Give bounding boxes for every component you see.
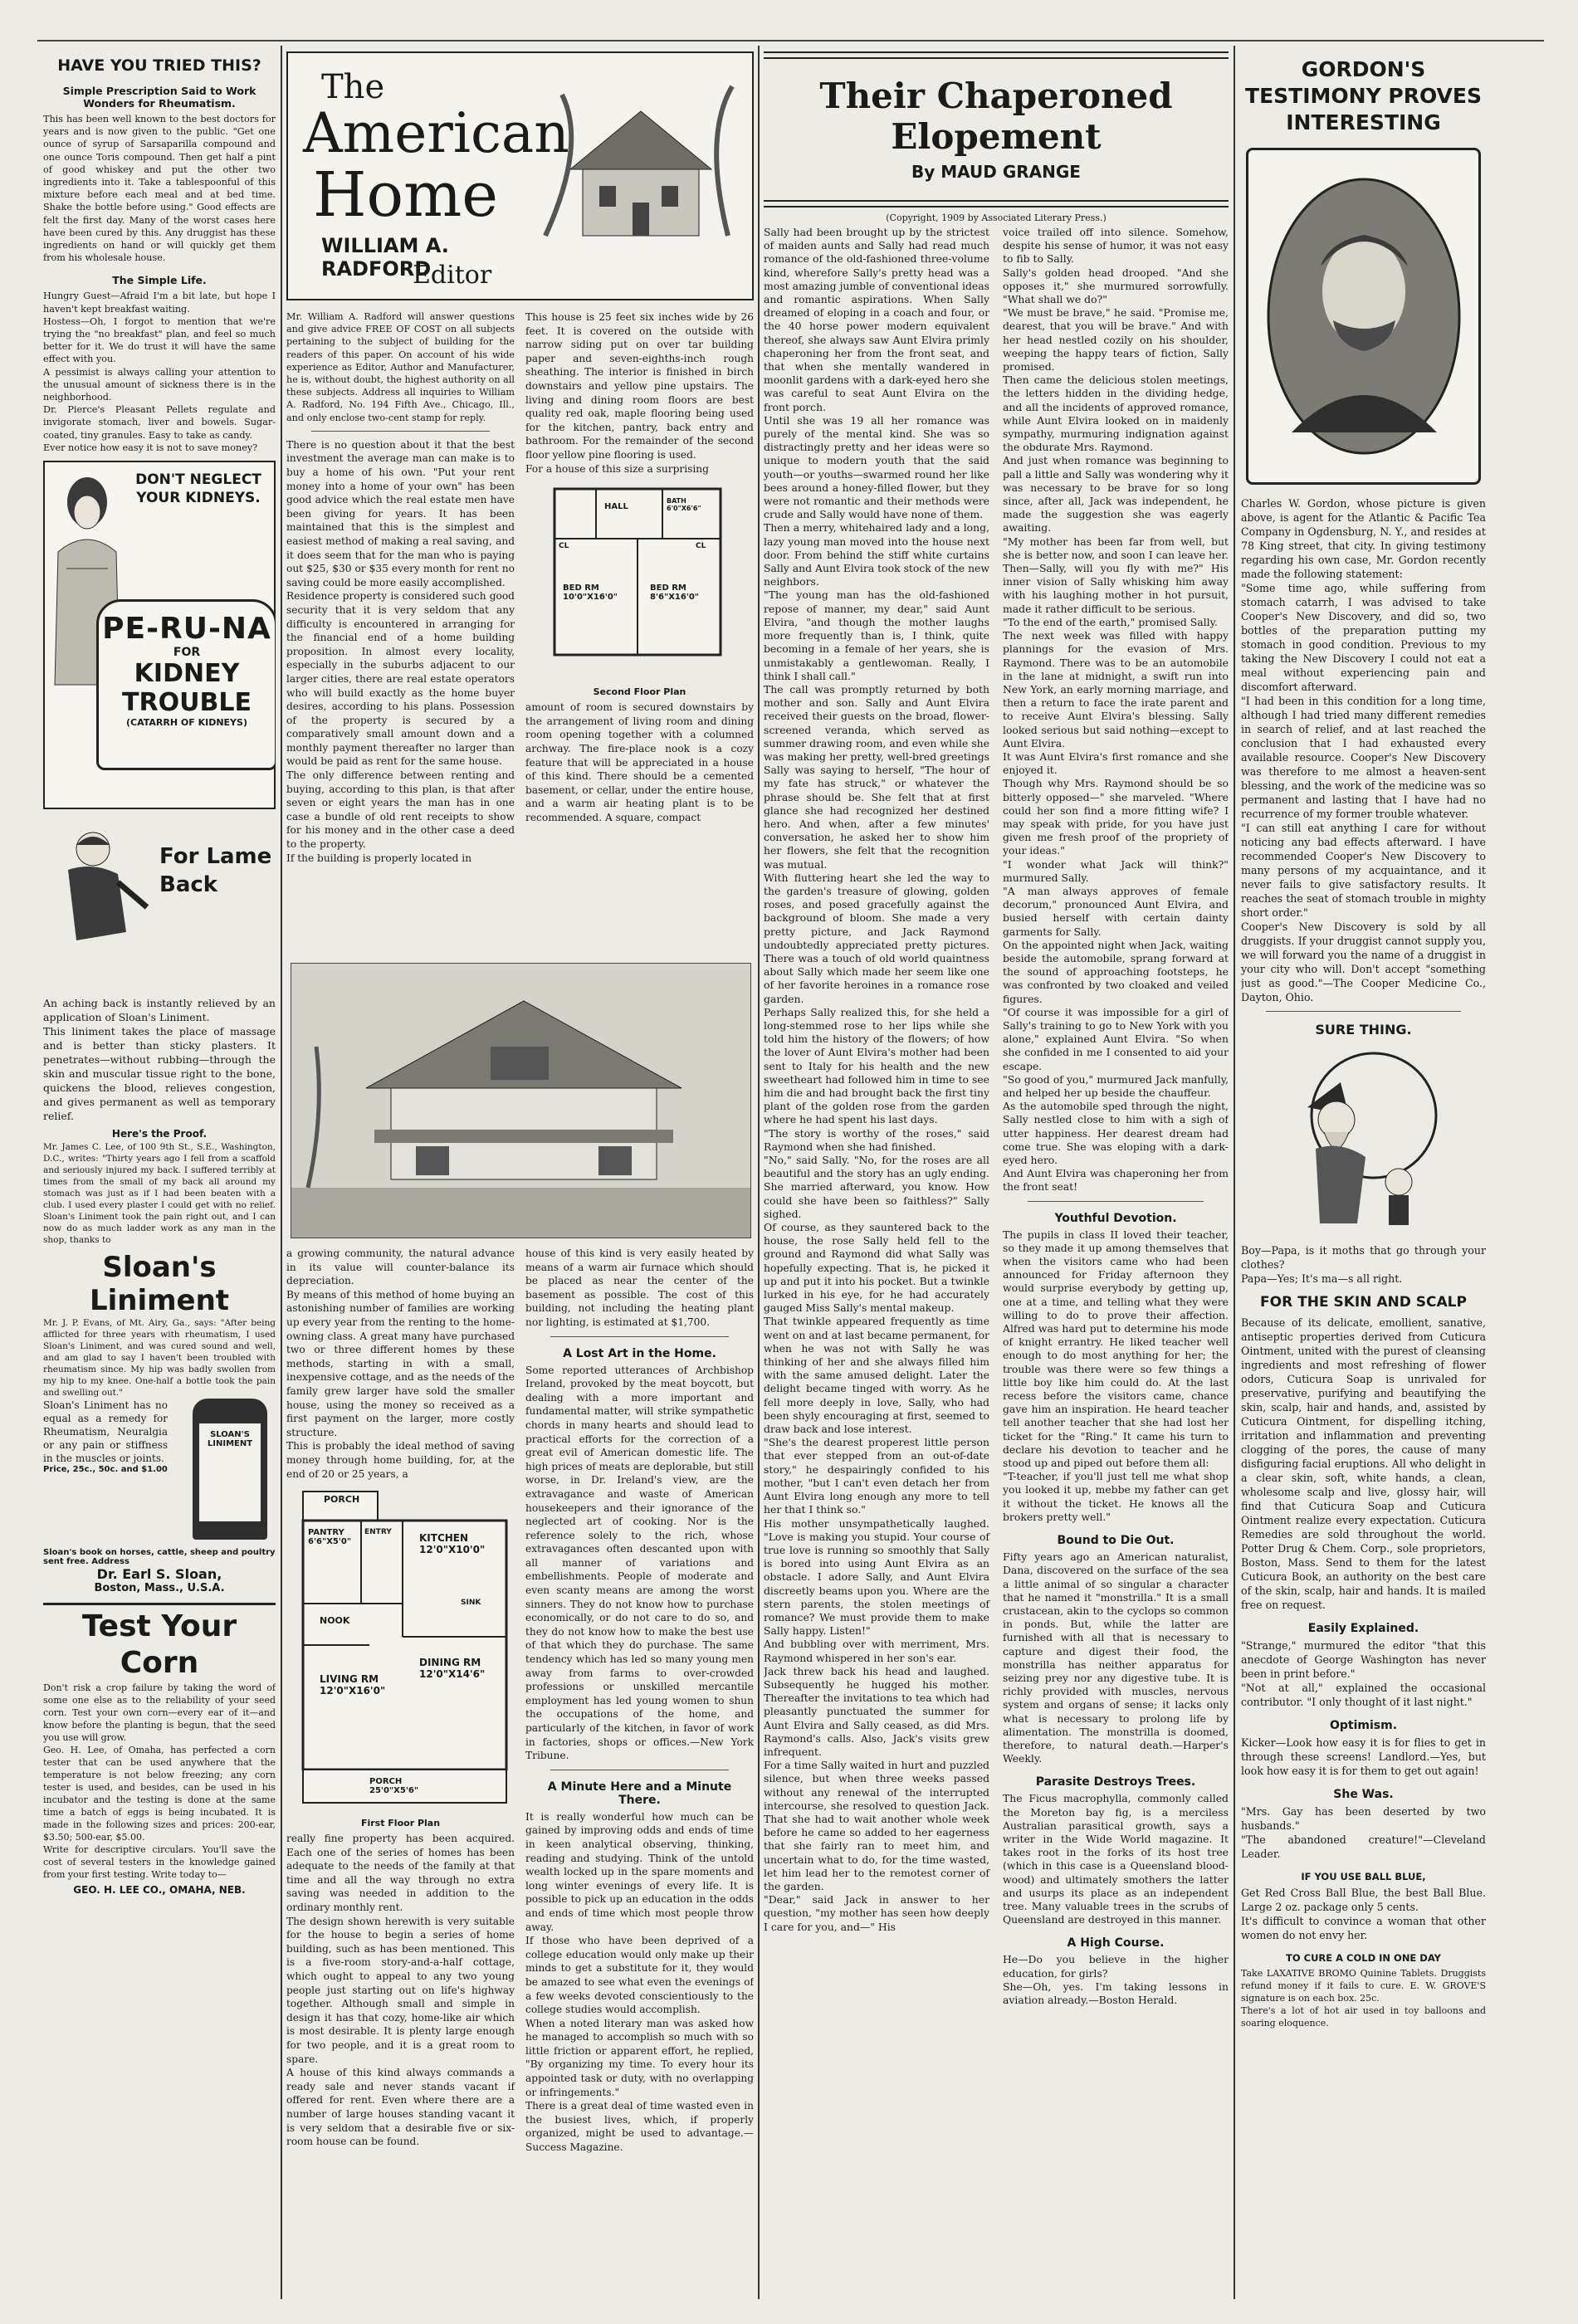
copyright: (Copyright, 1909 by Associated Literary Press.) bbox=[886, 212, 1107, 223]
ad-body: Sloan's Liniment has no equal as a remedy for Rheumatism, Neuralgia or any pain or stiffness in the muscles or joints. bbox=[43, 1399, 168, 1465]
gordon-portrait bbox=[1258, 159, 1470, 470]
ad-body: Mr. J. P. Evans, of Mt. Airy, Ga., says: "After being afflicted for three years with rheumatism, I used Sloan's Liniment, and was cured sound and well, and am glad to say I haven't been troubled with rheumatism since. My hip was badly swollen from my hip to my knee. One-half a bottle took the pain and swelling out." bbox=[43, 1318, 276, 1399]
story-title: Their Chaperoned Elopement bbox=[819, 76, 1173, 157]
plan-caption: First Floor Plan bbox=[360, 1818, 441, 1829]
editor-name: WILLIAM A. RADFORD bbox=[321, 234, 449, 281]
subhead: A High Course. bbox=[1067, 1936, 1165, 1950]
label-line: (CATARRH OF KIDNEYS) bbox=[126, 717, 247, 729]
plan-label-kitchen: KITCHEN 12'0"X10'0" bbox=[419, 1532, 486, 1556]
sloan-bottom bbox=[43, 1399, 276, 1548]
plan-label-pantry: PANTRY 6'6"X5'0" bbox=[308, 1528, 352, 1547]
subhead: A Lost Art in the Home. bbox=[563, 1346, 716, 1360]
title-rule bbox=[764, 200, 1229, 208]
headline: GORDON'S TESTIMONY PROVES INTERESTING bbox=[1245, 57, 1482, 134]
article-body: The pupils in class II loved their teacher, so they made it up among themselves that when the visitors came who had been announced for Friday afternoon they would surprise everybody by getting up, one at a time, and telling what they were willing to do to prove their affection. Alfred was hard put to determine his mode of knight errantry. He liked teacher well enough to do most anything for her; the trouble was there were so few things a little boy like him could do. At the last recess before the visitors came, chance gave him an inspiration. He heard teacher tell another teacher that she had lost her ticket for the "Ring." It came his turn to declare his devotion to teacher and he stood up and piped out before them all: "T-teacher, if you'll just tell me what shop you looked it up, mebbe my father can get it without the ticket. He knows all the brokers pretty well." bbox=[1003, 1228, 1229, 1523]
article-body: Get Red Cross Ball Blue, the best Ball Blue. Large 2 oz. package only 5 cents. It's difficult to convince a woman that other women do not envy her. bbox=[1241, 1887, 1486, 1941]
divider bbox=[1266, 1011, 1461, 1012]
label-line: TROUBLE bbox=[122, 688, 252, 718]
plan-label-dining: DINING RM 12'0"X14'6" bbox=[419, 1657, 486, 1681]
masthead bbox=[286, 51, 754, 300]
plan-label-nook: NOOK bbox=[320, 1615, 350, 1627]
plan-label-sink: SINK bbox=[461, 1599, 481, 1608]
subhead: Simple Prescription Said to Work Wonders for Rheumatism. bbox=[62, 85, 256, 110]
title-rule bbox=[764, 51, 1229, 59]
article-body: Take LAXATIVE BROMO Quinine Tablets. Druggists refund money if it fails to cure. E. W. GROVE'S signature is on each box. 25c. There's a lot of hot air used in toy balloons and soaring eloquence. bbox=[1241, 1968, 1486, 2029]
plan-label-living: LIVING RM 12'0"X16'0" bbox=[320, 1673, 386, 1697]
peruna-ad bbox=[43, 461, 276, 809]
article-body: This house is 25 feet six inches wide by 26 feet. It is covered on the outside with narrow siding put on over tar building paper and seven-eighths-inch rough sheathing. The interior is finished in birch downstairs and yellow pine upstairs. The living and dining room floors are best quality red oak, maple flooring being used for the kitchen, pantry, back entry and bathroom. For the remainder of the second floor yellow pine flooring is used. For a house of this size a surprising bbox=[525, 311, 754, 475]
story-column-b bbox=[1003, 226, 1229, 2007]
plan-label-entry: ENTRY bbox=[364, 1528, 392, 1537]
man-illustration bbox=[43, 824, 159, 949]
cartoon-illustration bbox=[1241, 1041, 1486, 1240]
story-body: voice trailed off into silence. Somehow, despite his sense of humor, it was not easy to fib to Sally. Sally's golden head drooped. "And she opposes it," she murmured sorrowfully. "What shall we do?" "We must be brave," he said. "Promise me, dearest, that you will be brave." And with her head nestled cozily on his shoulder, weeping the happy tears of fiction, Sally promised. Then came the delicious stolen meetings, the letters hidden in the dividing hedge, and all the incidents of approved romance, while Aunt Elvira looked on in maidenly sympathy, murmuring indignation against the obdurate Mrs. Raymond. And just when romance was beginning to pall a little and Sally was wondering why it was necessary to be brave for so long since, after all, Jack was independent, he made the suggestion she was eagerly awaiting. "My mother has been far from well, but she is better now, and soon I can leave her. Then—Sally, will you fly with me?" His inner vision of Sally whisking him away with his laughing mother in hot pursuit, made it rather difficult to be serious. "To the end of the earth," promised Sally. The next week was filled with happy plannings for the evasion of Mrs. Raymond. There was to be an automobile in the lane at midnight, a swift run into New York, an early morning marriage, and then a return to face the irate parent and to receive Aunt Elvira's blessing. Sally looked serious but said nothing—except to Aunt Elvira. It was Aunt Elvira's first romance and she enjoyed it. Though why Mrs. Raymond should be so bitterly opposed—" she marveled. "Where could her son find a more fitting wife? I may speak with pride, for you have just given me fresh proof of the propriety of your ideas." "I wonder what Jack will think?" murmured Sally. "A man always approves of female decorum," pronounced Aunt Elvira, and busied herself with certain dainty garments for Sally. On the appointed night when Jack, waiting beside the automobile, sprang forward at the sound of approaching footsteps, he was confronted by two cloaked and veiled figures. "Of course it was impossible for a girl of Sally's training to go to New York with you alone," explained Aunt Elvira. "So when she confided in me I consented to aid your escape. "So good of you," murmured Jack manfully, and helped her up beside the chauffeur. As the automobile sped through the night, Sally nestled close to him with a sigh of utter happiness. Her dearest dream had come true. She was eloping with a dark-eyed hero. And Aunt Elvira was chaperoning her from the front seat! bbox=[1003, 226, 1229, 1194]
article-body: This has been well known to the best doctors for years and is now given to the public. "Get one ounce of syrup of Sarsaparilla compound and one ounce Toris compound. Then get half a pint of good whiskey and put the other two ingredients into it. Take a tablespoonful of this mixture before each meal and at bed time. Shake the bottle before using." Good effects are felt the first day. Many of the worst cases here have been cured by this. Any druggist has these ingredients on hand or will quickly get them from his wholesale house. bbox=[43, 114, 276, 264]
subhead: She Was. bbox=[1333, 1788, 1394, 1801]
portrait-frame bbox=[1246, 148, 1481, 485]
ad-headline: For Lame Back bbox=[159, 844, 272, 898]
subhead: Here's the Proof. bbox=[111, 1128, 208, 1140]
ad-body: An aching back is instantly relieved by an application of Sloan's Liniment. This liniment takes the place of massage and is better than sticky plasters. It penetrates—without rubbing—through the skin and muscular tissue right to the bone, quickens the blood, relieves congestion, and gives permanent as well as temporary relief. bbox=[43, 997, 276, 1123]
subhead: TO CURE A COLD IN ONE DAY bbox=[1286, 1952, 1441, 1964]
story-body: Sally had been brought up by the strictest of maiden aunts and Sally had read much romance of the old-fashioned three-volume kind, wherefore Sally's pretty head was a most amazing jumble of conventional ideas and romantic aspirations. When Sally dreamed of eloping in a coach and four, or the 40 horse power modern equivalent thereof, she always saw Aunt Elvira primly chaperoning her from the front seat, and that when she mentally wandered in moonlit gardens with a dark-eyed hero she was careful to seat Aunt Elvira on the front porch. Until she was 19 all her romance was purely of the mental kind. She was so distractingly pretty and her ideas were so unique to modern youth that the said youth—or youths—swarmed round her like bees around a honey-filled flower, but they were not romantic and their methods were crude and Sally would have none of them. Then a merry, whitehaired lady and a long, lazy young man moved into the house next door. From behind the stiff white curtains Sally and Aunt Elvira took stock of the new neighbors. "The young man has the old-fashioned repose of manner, my dear," said Aunt Elvira, "and though the mother laughs more frequently than is, I think, quite becoming in a female of her years, she is unmistakably a gentlewoman. Really, I think I shall call." The call was promptly returned by both mother and son. Sally and Aunt Elvira received their guests on the broad, flower-screened veranda, which served as summer drawing room, and even while she was making her pretty, well-bred greetings Sally was saying to herself, "The hour of my fate has struck," or whatever the phrase should be. She felt that at first glance she had recognized her destined hero. And when, after a few minutes' conversation, he asked her to show him her flowers, she felt that the recognition was mutual. With fluttering heart she led the way to the garden's treasure of glowing, golden roses, and posed gracefully against the background of bloom. She made a very pretty picture, and Jack Raymond undoubtedly appreciated pretty pictures. There was a touch of old world quaintness about Sally which made her seem like one of her favorite heroines in a romance rose garden. Perhaps Sally realized this, for she held a long-stemmed rose to her lips while she told him the history of the flowers; of how the lover of Aunt Elvira's mother had been sent to Italy for his health and the new sweetheart had followed him in time to see him die and had brought back the first tiny plant of the golden rose from the garden where he had spent his last days. "The story is worthy of the roses," said Raymond when she had finished. "No," said Sally. "No, for the roses are all beautiful and the story has an ugly ending. She married afterward, you know. How could she have been so faithless?" Sally sighed. Of course, as they sauntered back to the house, the rose Sally held fell to the ground and Raymond did what Sally was hopefully expecting. That is, he picked it up and put it into his pocket. But a twinkle lurked in his eye, for he had accurately gauged Miss Sally's mental makeup. That twinkle appeared frequently as time went on and at last became permanent, for when he was not with Sally he was thinking of her and she always filled him with the same amused delight. Later the delight became tinged with worry. As he fell more deeply in love, Sally, who had been shyly encouraging at first, seemed to draw back and lose interest. "She's the dearest properest little person that ever stepped from an out-of-date story," he despairingly confided to his mother, "but I can't even detach her from Aunt Elvira long enough any more to tell her that I think so." His mother unsympathetically laughed. "Love is making you stupid. Your course of true love is running so smoothly that Sally is bored into using Aunt Elvira as an obstacle. I adore Sally, and Aunt Elvira discreetly beams upon you. Where are the stern parents, the stolen meetings of romance? We must provide them to make Sally happy. Listen!" And bubbling over with merriment, Mrs. Raymond whispered in her son's ear. Jack threw back his head and laughed. Subsequently he hugged his mother. Thereafter the invitations to tea which had pleasantly punctuated the summer for Aunt Elvira and Sally ceased, as did Mrs. Raymond's calls. Also, Jack's visits grew infrequent. For a time Sally waited in hurt and puzzled silence, but when three weeks passed without any renewal of the interrupted intercourse, she resolved to question Jack. That she had to wait another whole week before he came so added to her eagerness that she fairly ran to meet him, and uncertain what to do, for the time wasted, let him lead her to the remotest corner of the garden. "Dear," said Jack in answer to her question, "my mother has seen how deeply I care for you, and—" His bbox=[764, 226, 989, 1933]
plan-label-bath: BATH 6'0"X6'6" bbox=[667, 497, 701, 513]
plan-caption: Second Floor Plan bbox=[593, 686, 686, 698]
article-body: The Ficus macrophylla, commonly called the Moreton bay fig, is a merciless Australian parasitical growth, says a writer in the Wide World magazine. It takes root in the forks of its host tree (which in this case is a Queensland blood-wood) and ultimately smothers the latter and usurps its place as an independent tree. Many valuable trees in the scrubs of Queensland are destroyed in this manner. bbox=[1003, 1792, 1229, 1926]
divider bbox=[550, 1336, 729, 1337]
article-body: Charles W. Gordon, whose picture is given above, is agent for the Atlantic & Pacific Tea Company in Ogdensburg, N. Y., and resides at 78 King street, that city. In giving testimony regarding his own case, Mr. Gordon recently made the following statement: "Some time ago, while suffering from stomach catarrh, I was advised to take Cooper's New Discovery, and did so, two bottles of the preparation putting my stomach in good condition. Previous to my taking the New Discovery I could not eat a meal without experiencing pain and discomfort afterward. "I had been in this condition for a long time, although I had tried many different remedies in search of relief, and at last reached the conclusion that I had exhausted every available resource. Cooper's New Discovery was therefore to me almost a heaven-sent blessing, and the work of the medicine was so permanent and lasting that I have had no recurrence of my former trouble whatever. "I can still eat anything I care for without noticing any bad effects afterward. I have recommended Cooper's New Discovery to many persons of my acquaintance, and it never fails to give satisfactory results. It reaches the seat of stomach trouble in mighty short order." Cooper's New Discovery is sold by all druggists. If your druggist cannot supply you, we will forward you the name of a druggist in your city who will. Don't accept "something just as good."—The Cooper Medicine Co., Dayton, Ohio. bbox=[1241, 497, 1486, 1003]
ad-doctor: Dr. Earl S. Sloan, bbox=[96, 1566, 222, 1583]
bungalow-picture bbox=[291, 964, 750, 1238]
subhead: A Minute Here and a Minute There. bbox=[547, 1780, 732, 1807]
headline: HAVE YOU TRIED THIS? bbox=[57, 56, 261, 75]
article-body: It is really wonderful how much can be gained by improving odds and ends of time in keen analytical observing, thinking, reading and studying. Think of the untold wealth locked up in the spare moments and long winter evenings of every life. It is possible to pick up an education in the odds and ends of time which most people throw away. If those who have been deprived of a college education would only make up their minds to get a substitute for it, they would be amazed to see what even the evenings of a few weeks devoted conscientiously to the college studies would accomplish. When a noted literary man was asked how he managed to accomplish so much with so little friction or apparent effort, he replied, "By organizing my time. To every hour its appointed task or duty, with no overlapping or infringements." There is a great deal of time wasted even in the busiest lives, which, if properly organized, might be used to advantage.—Success Magazine. bbox=[525, 1810, 754, 2154]
article-body: There is no question about it that the best investment the average man can make is to buy a home of his own. "Put your rent money into a home of your own" has been good advice which the real estate men have been giving for years. It has been maintained that this is the simplest and easiest method of making a real saving, and it does seem that for the man who is paying out $25, $30 or $35 every month for rent no saving could be more easily accomplished. Residence property is considered such good security that it is very seldom that any difficulty is encountered in arranging for the financial end of a home building proposition. In almost every locality, especially in the suburbs adjacent to our larger cities, there are real estate operators who will build exactly as the home buyer desires, according to his plans. Possession of the property is secured by a comparatively small amount down and a monthly payment thereafter no larger than would be paid as rent for the same house. The only difference between renting and buying, according to this plan, is that after seven or eight years the man has in one case a bundle of old rent receipts to show for his money and in the other case a deed to the property. If the building is properly located in bbox=[286, 438, 515, 864]
plan-label-porch: PORCH 25'0"X5'6" bbox=[369, 1777, 419, 1796]
sloan-header bbox=[43, 818, 276, 996]
ad-title: DON'T NEGLECT YOUR KIDNEYS. bbox=[135, 471, 261, 507]
divider bbox=[1028, 1201, 1204, 1202]
bottle-illustration bbox=[193, 1399, 267, 1540]
plan-label-porch: PORCH bbox=[324, 1494, 360, 1506]
corn-ad bbox=[43, 1603, 276, 1896]
house-photo bbox=[291, 963, 751, 1238]
subhead: Bound to Die Out. bbox=[1057, 1534, 1175, 1548]
article-body: a growing community, the natural advance in its value will counter-balance its depreciation. By means of this method of home buying an astonishing number of families are working up every year from the renting to the home-owning class. A great many have purchased two or three different homes by these methods, starting in with a small, inexpensive cottage, and as the needs of the family grew larger have sold the smaller house, using the money so received as a first payment on the larger, more costly structure. This is probably the ideal method of saving money through home building, for, at the end of 20 or 25 years, a bbox=[286, 1247, 515, 1480]
bottle-label: SLOAN'S LINIMENT bbox=[199, 1423, 261, 1521]
editor-role: Editor bbox=[413, 261, 492, 290]
brand-name: PE-RU-NA bbox=[102, 612, 271, 647]
ad-title: Test Your Corn bbox=[81, 1609, 237, 1681]
article-body: "Mrs. Gay has been deserted by two husbands." "The abandoned creature!"—Cleveland Leader. bbox=[1241, 1805, 1486, 1860]
plan-label-closet: CL bbox=[559, 542, 569, 551]
ad-body: Sloan's book on horses, cattle, sheep and poultry sent free. Address bbox=[43, 1548, 276, 1567]
subhead: Optimism. bbox=[1329, 1719, 1398, 1732]
subhead: Easily Explained. bbox=[1307, 1622, 1419, 1635]
cartoon-caption: Boy—Papa, is it moths that go through your clothes? Papa—Yes; It's ma—s all right. bbox=[1241, 1244, 1486, 1285]
story-section bbox=[764, 51, 1229, 2301]
subhead: Youthful Devotion. bbox=[1054, 1211, 1177, 1225]
column-3-lower bbox=[525, 1247, 754, 2155]
label-line: KIDNEY bbox=[134, 659, 240, 689]
ad-city: Boston, Mass., U.S.A. bbox=[94, 1582, 225, 1595]
article-body: Some reported utterances of Archbishop Ireland, provoked by the meat boycott, but dealing with a more important and fundamental matter, will strike sympathetic chords in many hearts and should lead to practical efforts for the correction of a great evil of American domestic life. The high prices of meats are deplorable, but still worse, in Dr. Ireland's view, are the extravagance and waste of American housekeepers and their ignorance of the neglected art of cooking. Nor is the reference solely to the rich, whose extravagances often descanted upon with all manner of variations and embellishments. People of moderate and even scanty means are among the worst sinners. They do not know how to purchase economically, or do not care to do so, and they do not know how to make the best use of that which they do purchase. The same tendency which has led so many young men away from farms to over-crowded professions or unskilled mercantile employment has led young women to shun the occupations of the home, and particularly of the kitchen, in favor of work in factories, shops or offices.—New York Tribune. bbox=[525, 1364, 754, 1762]
plan-label-hall: HALL bbox=[604, 502, 628, 512]
article-body: really fine property has been acquired. Each one of the series of homes has been adequate to the needs of the family at that time and all the way through no extra saving was needed in addition to the ordinary monthly rent. The design shown herewith is very suitable for the house to begin a series of home building, such as has been mentioned. This is a five-room story-and-a-half cottage, which ought to appeal to any two young people just starting out on life's highway together. Although small and simple in design it has that cozy, home-like air which is most desirable. It is plenty large enough for two people, and it is a great room to spare. A house of this kind always commands a ready sale and never stands vacant if offered for rent. Even where there are a number of large houses standing vacant it is very seldom that a desirable five or six-room house can be found. bbox=[286, 1833, 515, 2148]
intro-text: Mr. William A. Radford will answer questions and give advice FREE OF COST on all subjects pertaining to the subject of building for the readers of this paper. On account of his wide experience as Editor, Author and Manufacturer, he is, without doubt, the highest authority on all these subjects. Address all inquiries to William A. Radford, No. 194 Fifth Ave., Chicago, Ill., and only enclose two-cent stamp for reply. bbox=[286, 311, 515, 423]
column-rule bbox=[1234, 46, 1235, 2299]
american-home-section bbox=[286, 51, 754, 2301]
column-2-lower bbox=[286, 1247, 515, 2149]
subhead: SURE THING. bbox=[1315, 1022, 1412, 1038]
masthead-the: The bbox=[321, 68, 385, 106]
masthead-home: Home bbox=[313, 159, 499, 231]
headline: FOR THE SKIN AND SCALP bbox=[1260, 1294, 1467, 1311]
column-3-upper bbox=[525, 310, 754, 824]
house-illustration bbox=[537, 70, 745, 261]
story-byline: By MAUD GRANGE bbox=[911, 162, 1081, 182]
article-body: house of this kind is very easily heated by means of a warm air furnace which should be placed as near the center of the basement as possible. The cost of this building, not including the heating plant nor lighting, is estimated at $1,700. bbox=[525, 1247, 754, 1328]
top-rule bbox=[37, 40, 1544, 42]
plan-label-closet: CL bbox=[696, 542, 706, 551]
column-rule bbox=[758, 46, 760, 2299]
plan-label-bedroom: BED RM 8'6"X16'0" bbox=[650, 583, 700, 603]
article-body: Fifty years ago an American naturalist, Dana, discovered on the surface of the sea a little animal of so singular a character that he named it "monstrilla." It is a small crustacean, akin to the cyclops so common in ponds. But, while the latter are furnished with all that is necessary to capture and digest their food, the monstrilla has neither apparatus for seizing prey nor any digestive tube. It is richly provided with muscles, nervous system and organs of sense; it lacks only what is necessary to prolong life by alimentation. The monstrilla is doomed, therefore, to natural death.—Harper's Weekly. bbox=[1003, 1550, 1229, 1765]
label-line: FOR bbox=[173, 646, 201, 660]
ad-body: Don't risk a crop failure by taking the word of some one else as to the reliability of your seed corn. Test your own corn—every ear of it—and know before the planting is begun, that the seed you use will grow. Geo. H. Lee, of Omaha, has perfected a corn tester that can be used anywhere that the temperature is not below freezing; any corn tester is used, and besides, can be used in his incubator and the testing is done at the same time a batch of eggs is being incubated. It is made in the following sizes and prices: 200-ear, $3.50; 500-ear, $5.00. Write for descriptive circulars. You'll save the cost of several testers in the knowledge gained from your first testing. Write today to— bbox=[43, 1682, 276, 1881]
column-6 bbox=[1241, 51, 1486, 2301]
ad-body: Mr. James C. Lee, of 100 9th St., S.E., Washington, D.C., writes: "Thirty years ago I fell from a scaffold and seriously injured my back. I suffered terribly at times from the small of my back all around my stomach was just as if I had been beaten with a club. I used every plaster I could get with no relief. Sloan's Liniment took the pain right out, and I can now do as much ladder work as any man in the shop, thanks to bbox=[43, 1142, 276, 1246]
article-body: "Strange," murmured the editor "that this anecdote of George Washington has never been in print before." "Not at all," explained the occasional contributor. "I only thought of it last night." bbox=[1241, 1639, 1486, 1708]
divider bbox=[311, 431, 490, 432]
article-body: Hungry Guest—Afraid I'm a bit late, but hope I haven't kept breakfast waiting. Hostess—Oh, I forgot to mention that we're trying the "no breakfast" plan, and feel so much better for it. We do trust it will have the same effect with you. A pessimist is always calling your attention to the unusual amount of sickness there is in the neighborhood. Dr. Pierce's Pleasant Pellets regulate and invigorate stomach, liver and bowels. Sugar-coated, tiny granules. Easy to take as candy. Ever notice how easy it is not to save money? bbox=[43, 290, 276, 453]
column-2-upper bbox=[286, 310, 515, 865]
article-body: amount of room is secured downstairs by the arrangement of living room and dining room opening together with a columned archway. The fire-place nook is a cozy feature that will be appreciated in a house of this kind. There should be a cemented basement, or cellar, under the entire house, and a warm air heating plant is to be recommended. A square, compact bbox=[525, 701, 754, 823]
sloan-brand: Sloan's Liniment bbox=[89, 1251, 230, 1318]
story-column-a bbox=[764, 226, 989, 1934]
subhead: The Simple Life. bbox=[112, 274, 207, 287]
subhead: Parasite Destroys Trees. bbox=[1035, 1775, 1196, 1789]
masthead-american: American bbox=[303, 101, 569, 165]
ad-price: Price, 25c., 50c. and $1.00 bbox=[43, 1465, 168, 1475]
article-body: Because of its delicate, emollient, sanative, antiseptic properties derived from Cuticura Ointment, united with the purest of cleansing ingredients and most refreshing of flower odors, Cuticura Soap is unrivaled for preservative, purifying and beautifying the skin, scalp, hair and hands, and, assisted by Cuticura Ointment, for dispelling itching, irritation and inflammation and preventing clogging of the pores, the cause of many disfiguring facial eruptions. All who delight in a clear skin, soft, white hands, a clean, wholesome scalp and live, glossy hair, will find that Cuticura Soap and Cuticura Ointment realize every expectation. Cuticura Remedies are sold throughout the world. Potter Drug & Chem. Corp., sole proprietors, Boston, Mass. Send to them for the latest Cuticura Book, an authority on the best care of the skin, scalp, hair and hands. It is mailed free on request. bbox=[1241, 1316, 1486, 1611]
bottle-label bbox=[96, 599, 276, 770]
article-body: Kicker—Look how easy it is for flies to get in through these screens! Landlord.—Yes, but look how easy it is for them to get out again! bbox=[1241, 1736, 1486, 1777]
subhead: IF YOU USE BALL BLUE, bbox=[1301, 1871, 1426, 1882]
article-body: He—Do you believe in the higher education, for girls? She—Oh, yes. I'm taking lessons in aviation already.—Boston Herald. bbox=[1003, 1953, 1229, 2006]
column-1 bbox=[43, 51, 276, 2301]
column-rule bbox=[281, 46, 282, 2299]
ad-address: GEO. H. LEE CO., OMAHA, NEB. bbox=[73, 1884, 246, 1897]
plan-label-bedroom: BED RM 10'0"X16'0" bbox=[563, 583, 618, 603]
